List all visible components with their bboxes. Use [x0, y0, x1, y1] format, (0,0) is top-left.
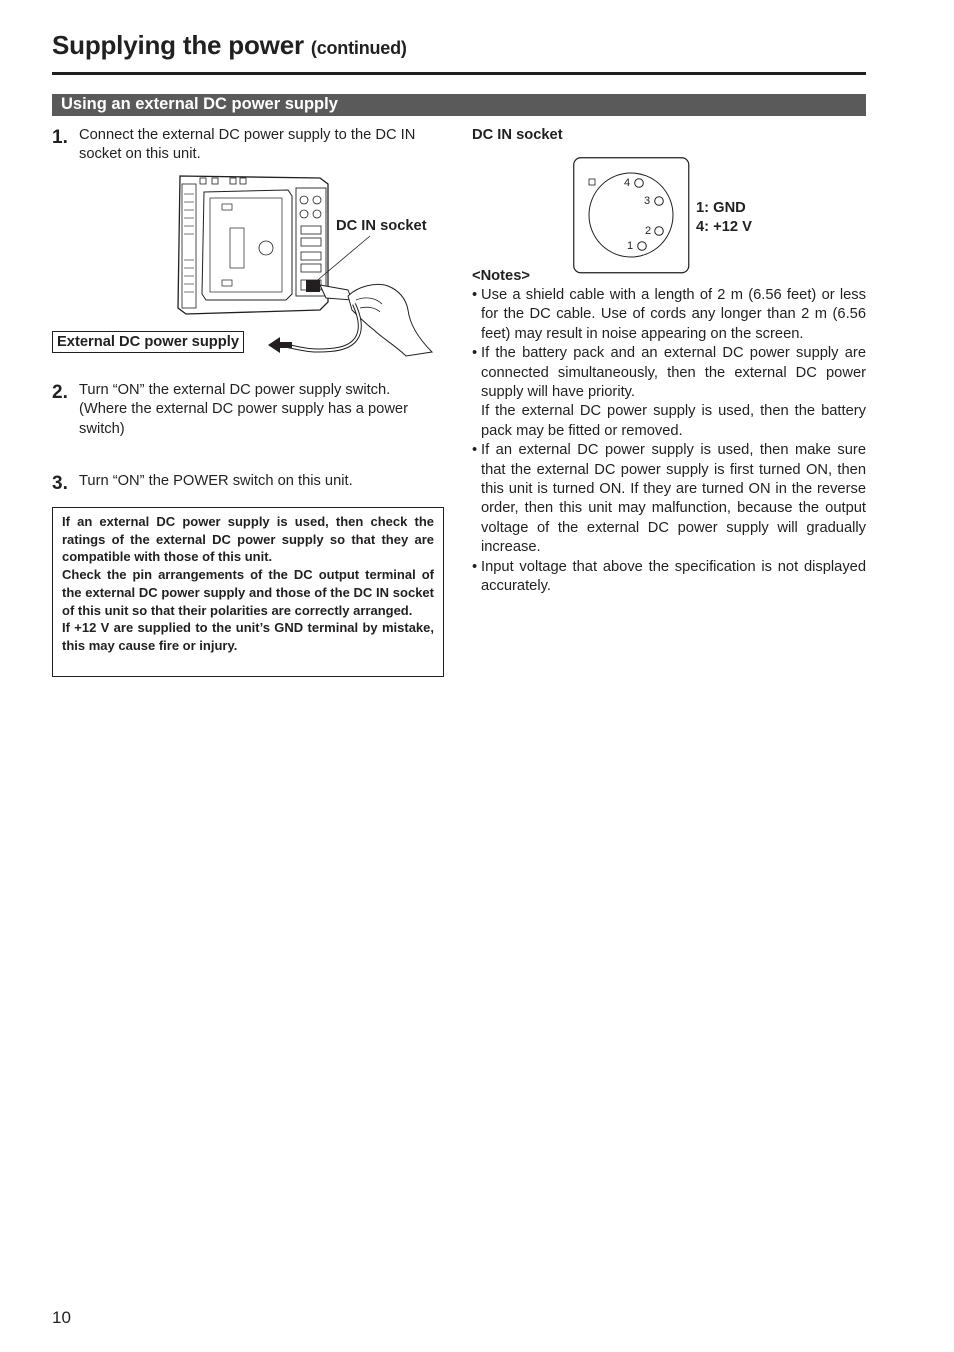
pin-3-label: 3 — [644, 195, 651, 207]
note-item — [472, 286, 866, 344]
note-text: If the external DC power supply is used, then the battery pack may be fitted or removed. — [481, 403, 866, 439]
note-item — [472, 558, 866, 597]
page-title-continued: (continued) — [310, 38, 407, 58]
bullet-icon: • — [472, 442, 478, 459]
bullet-icon: • — [472, 558, 478, 575]
bullet-icon: • — [472, 287, 478, 303]
step-2-line: switch) — [79, 420, 125, 437]
caution-paragraph: Check the pin arrangements of the DC output terminal of the external DC power supply and those of the DC IN socket of this unit so that their polarities are correctly arranged. — [62, 567, 434, 618]
note-item — [472, 344, 866, 441]
arrow-left-icon — [266, 334, 292, 356]
notes-heading: <Notes> — [472, 268, 530, 284]
step-3-text — [79, 472, 449, 491]
pin-legend-12v: 4: +12 V — [696, 219, 752, 236]
step-3-line: Turn “ON” the POWER switch on this unit. — [79, 473, 353, 489]
dc-in-socket-heading: DC IN socket — [472, 127, 563, 143]
note-item — [472, 441, 866, 557]
notes-list — [472, 286, 866, 597]
page-title — [52, 30, 407, 61]
page-title-text: Supplying the power — [52, 30, 304, 60]
step-2-text — [79, 381, 449, 439]
note-text: If an external DC power supply is used, then make sure that the external DC power supply is first turned ON, then this unit is turned ON. If they are turned ON in the reverse order, then this unit may malfunction, because the output voltage of the external DC power supply will gradually increase. — [481, 442, 866, 556]
caution-paragraph: If an external DC power supply is used, then check the ratings of the external DC power supply so that they are compatible with those of this unit. — [62, 514, 434, 565]
external-dc-supply-label: External DC power supply — [52, 331, 244, 353]
dc-in-socket-diagram — [573, 157, 690, 274]
note-text: Use a shield cable with a length of 2 m (6.56 feet) or less for the DC cable. Use of cords any longer than 2 m (6.56 feet) may result in noise appearing on the screen. — [481, 287, 866, 342]
bullet-icon: • — [472, 345, 478, 362]
pin-4-label: 4 — [624, 177, 631, 189]
step-3-number: 3. — [52, 473, 68, 494]
step-2-number: 2. — [52, 382, 68, 403]
note-text: Input voltage that above the specification is not displayed accurately. — [481, 558, 866, 595]
step-1-number: 1. — [52, 127, 68, 148]
note-text: If the battery pack and an external DC power supply are connected simultaneously, then the external DC power supply will have priority. — [481, 345, 866, 401]
step-1-line: Connect the external DC power supply to the DC IN — [79, 127, 416, 143]
step-1-text — [79, 126, 449, 165]
section-header — [52, 94, 866, 116]
dc-in-socket-callout: DC IN socket — [336, 218, 427, 234]
step-1-line: socket on this unit. — [79, 146, 201, 163]
title-rule — [52, 72, 866, 75]
caution-box — [52, 507, 444, 677]
caution-paragraph: If +12 V are supplied to the unit’s GND terminal by mistake, this may cause fire or injury. — [62, 620, 434, 653]
page-number: 10 — [52, 1308, 71, 1327]
section-title: Using an external DC power supply — [61, 95, 338, 113]
step-2-line: Turn “ON” the external DC power supply switch. — [79, 382, 391, 398]
pin-legend — [696, 199, 752, 238]
pin-1-label: 1 — [627, 240, 634, 252]
step-2-line: (Where the external DC power supply has a power — [79, 401, 408, 418]
pin-legend-gnd: 1: GND — [696, 200, 746, 216]
pin-2-label: 2 — [645, 225, 652, 237]
